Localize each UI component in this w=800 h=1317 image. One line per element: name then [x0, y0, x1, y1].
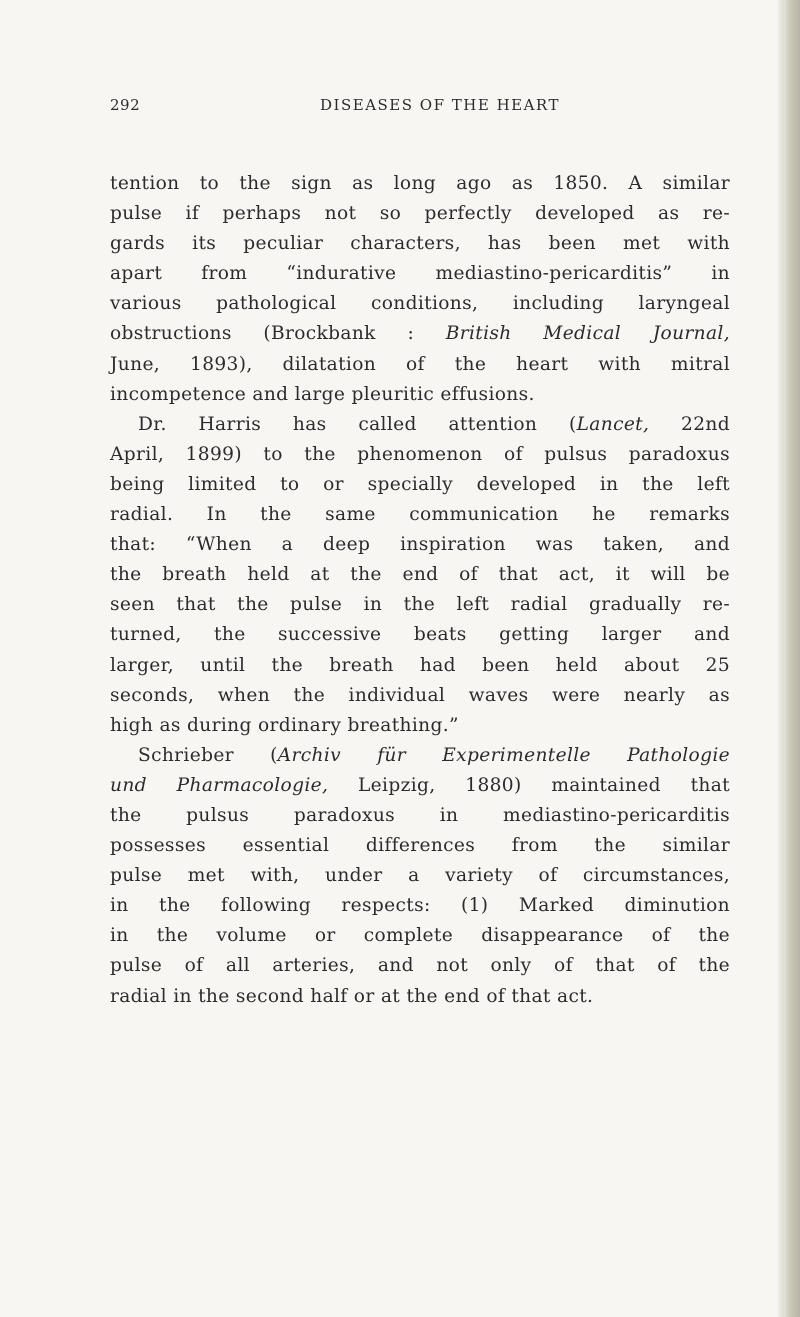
text-line: being limited to or specially developed in the left	[110, 473, 730, 495]
text-fragment: Leipzig, 1880) maintained that	[328, 774, 730, 796]
citation-journal: British Medical Journal,	[445, 323, 730, 345]
text-line: radial in the second half or at the end of that act.	[110, 985, 594, 1007]
text-line: larger, until the breath had been held about 25	[110, 654, 730, 676]
text-line: high as during ordinary breathing.”	[110, 714, 459, 736]
text-line: turned, the successive beats getting larger and	[110, 624, 730, 646]
text-line: pulse if perhaps not so perfectly developed as re-	[110, 203, 730, 225]
citation-journal: Lancet,	[576, 413, 650, 435]
text-line: in the volume or complete disappearance of the	[110, 925, 730, 947]
text-fragment: 22nd	[649, 413, 730, 435]
text-line: pulse met with, under a variety of circumstances,	[110, 865, 730, 887]
text-line	[110, 771, 730, 801]
text-fragment: Schrieber (	[138, 744, 278, 766]
page-edge-shadow	[778, 0, 800, 1317]
text-line: apart from “indurative mediastino-pericarditis” in	[110, 263, 730, 285]
text-line	[110, 741, 730, 771]
text-line: possesses essential differences from the similar	[110, 835, 730, 857]
text-line: gards its peculiar characters, has been met with	[110, 233, 730, 255]
text-line: the pulsus paradoxus in mediastino-pericarditis	[110, 804, 730, 826]
text-line: April, 1899) to the phenomenon of pulsus paradoxus	[110, 443, 730, 465]
text-line: June, 1893), dilatation of the heart with mitral	[110, 353, 730, 375]
text-line	[110, 319, 730, 349]
citation-journal: Archiv für Experimentelle Pathologie	[277, 744, 730, 766]
text-fragment: Dr. Harris has called attention (	[138, 413, 577, 435]
text-line: seconds, when the individual waves were nearly as	[110, 684, 730, 706]
text-line: seen that the pulse in the left radial gradually re-	[110, 594, 730, 616]
text-line: radial. In the same communication he remarks	[110, 504, 730, 526]
text-line: incompetence and large pleuritic effusions.	[110, 383, 535, 405]
text-line: the breath held at the end of that act, it will be	[110, 564, 730, 586]
text-line: tention to the sign as long ago as 1850. A similar	[110, 173, 730, 194]
text-fragment: obstructions (Brockbank :	[110, 323, 446, 345]
body-text	[110, 169, 730, 1012]
text-line: in the following respects: (1) Marked diminution	[110, 895, 730, 917]
page-number: 292	[110, 96, 141, 114]
text-line: pulse of all arteries, and not only of that of the	[110, 955, 730, 977]
text-line: various pathological conditions, including laryngeal	[110, 293, 730, 315]
text-line: that: “When a deep inspiration was taken, and	[110, 534, 730, 556]
running-head: DISEASES OF THE HEART	[320, 96, 560, 114]
page-header	[110, 96, 730, 126]
text-line	[110, 410, 730, 440]
citation-journal: und Pharmacologie,	[110, 774, 329, 796]
